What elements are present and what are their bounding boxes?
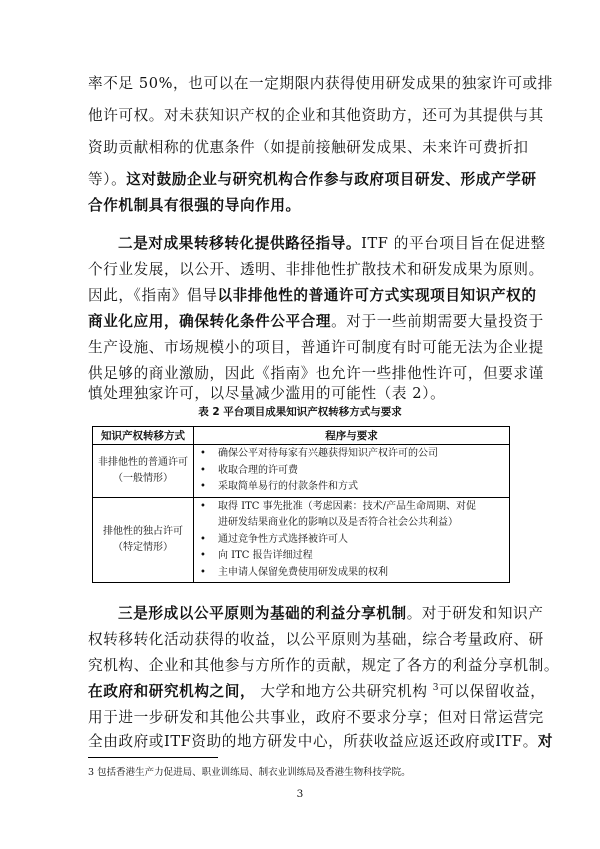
requirement-text-line: 进研发结果商业化的影响以及是否符合社会公共利益） — [218, 517, 458, 528]
paragraph-2-text: 。对于一些前期需要大量投资于 — [331, 313, 544, 330]
paragraph-2-line-3 — [88, 286, 537, 306]
table-header-row — [93, 427, 510, 445]
requirement-item: • 主申请人保留免费使用研发成果的权利 — [198, 565, 505, 582]
paragraph-2-text: 因此，《指南》倡导 — [88, 287, 218, 304]
requirements-list — [198, 446, 505, 496]
paragraph-2-heading: 二是对成果转移转化提供路径指导。 — [118, 235, 362, 252]
transfer-mode-condition: （一般情形） — [113, 472, 173, 484]
table-header-requirements: 程序与要求 — [194, 427, 510, 445]
table-caption: 表 2 平台项目成果知识产权转移方式与要求 — [198, 406, 402, 418]
paragraph-1-line-3: 资助贡献相称的优惠条件（如提前接触研发成果、未来许可费折扣 — [88, 139, 529, 156]
paragraph-3-text: 大学和地方公共研究机构 — [255, 683, 433, 700]
paragraph-1-line-1: 率不足 50%，也可以在一定期限内获得使用研发成果的独家许可或排 — [88, 75, 553, 92]
paragraph-3-emphasis: 对 — [537, 733, 554, 750]
paragraph-3-text: 全由政府或ITF资助的地方研发中心，所获收益应返还政府或ITF。 — [88, 733, 538, 750]
table-header-mode: 知识产权转移方式 — [93, 427, 194, 445]
ip-transfer-table — [92, 426, 510, 583]
requirement-item: • 采取简单易行的付款条件和方式 — [198, 479, 505, 496]
paragraph-1-emphasis: 这对鼓励企业与研究机构合作参与政府项目研发、形成产学研 — [126, 171, 537, 188]
footnote-marker[interactable]: 3 — [432, 683, 440, 693]
paragraph-2-line-7: 慎处理独家许可，以尽量减少滥用的可能性（表 2）。 — [88, 385, 446, 402]
page-number: 3 — [296, 788, 304, 800]
footnote-divider — [88, 757, 218, 758]
paragraph-3-line-4 — [88, 682, 546, 702]
requirements-list — [198, 499, 505, 582]
requirement-item: • 向 ITC 报告详细过程 — [198, 548, 505, 565]
footnote: 3 包括香港生产力促进局、职业训练局、制衣业训练局及香港生物科技学院。 — [88, 767, 411, 778]
paragraph-1-line-4 — [88, 170, 537, 190]
paragraph-2-emphasis: 以非排他性的普通许可方式实现项目知识产权的 — [217, 287, 537, 304]
paragraph-2-line-6: 供足够的商业激励，因此《指南》也允许一些排他性许可，但要求谨 — [88, 365, 544, 382]
table-row — [93, 445, 510, 498]
requirement-text-line: • 取得 ITC 事先批准（考虑因素：技术/产品生命周期、对促 — [218, 500, 476, 512]
paragraph-2-line-1 — [118, 234, 546, 254]
transfer-mode-name: 排他性的独占许可 — [103, 525, 183, 537]
paragraph-3-text: 。对于研发和知识产 — [406, 605, 544, 622]
paragraph-2-line-4 — [88, 312, 544, 332]
paragraph-3-text: 可以保留收益， — [439, 683, 546, 700]
paragraph-3-line-2: 权转移转化活动获得的收益，以公平原则为基础，综合考量政府、研 — [88, 631, 544, 648]
requirements-cell — [194, 497, 510, 583]
table-row — [93, 497, 510, 583]
paragraph-3-line-6 — [88, 732, 554, 752]
paragraph-2-emphasis: 商业化应用，确保转化条件公平合理 — [88, 313, 332, 330]
requirement-item: • 确保公平对待每家有兴趣获得知识产权许可的公司 — [198, 446, 505, 463]
requirement-item: • 通过竞争性方式选择被许可人 — [198, 532, 505, 549]
paragraph-3-line-1 — [118, 604, 544, 624]
requirements-cell — [194, 445, 510, 498]
paragraph-1-line-5: 合作机制具有很强的导向作用。 — [88, 197, 301, 214]
transfer-mode-cell — [93, 497, 194, 583]
paragraph-3-line-5: 用于进一步研发和其他公共事业，政府不要求分享；但对日常运营完 — [88, 709, 544, 726]
paragraph-3-emphasis: 在政府和研究机构之间， — [88, 683, 256, 700]
paragraph-1-line-2: 他许可权。对未获知识产权的企业和其他资助方，还可为其提供与其 — [88, 107, 544, 124]
paragraph-2-line-5: 生产设施、市场规模小的项目，普通许可制度有时可能无法为企业提 — [88, 339, 544, 356]
transfer-mode-name: 非排他性的普通许可 — [98, 456, 188, 468]
requirement-item — [198, 499, 505, 532]
requirement-item: • 收取合理的许可费 — [198, 463, 505, 480]
transfer-mode-condition: （特定情形） — [113, 541, 173, 553]
transfer-mode-cell — [93, 445, 194, 498]
paragraph-1-text: 等）。 — [88, 171, 127, 188]
paragraph-2-text: ITF 的平台项目旨在促进整 — [361, 235, 546, 252]
paragraph-3-line-3: 究机构、企业和其他参与方所作的贡献，规定了各方的利益分享机制。 — [88, 657, 560, 674]
paragraph-2-line-2: 个行业发展，以公开、透明、非排他性扩散技术和研发成果为原则。 — [88, 261, 544, 278]
paragraph-3-heading: 三是形成以公平原则为基础的利益分享机制 — [118, 605, 407, 622]
